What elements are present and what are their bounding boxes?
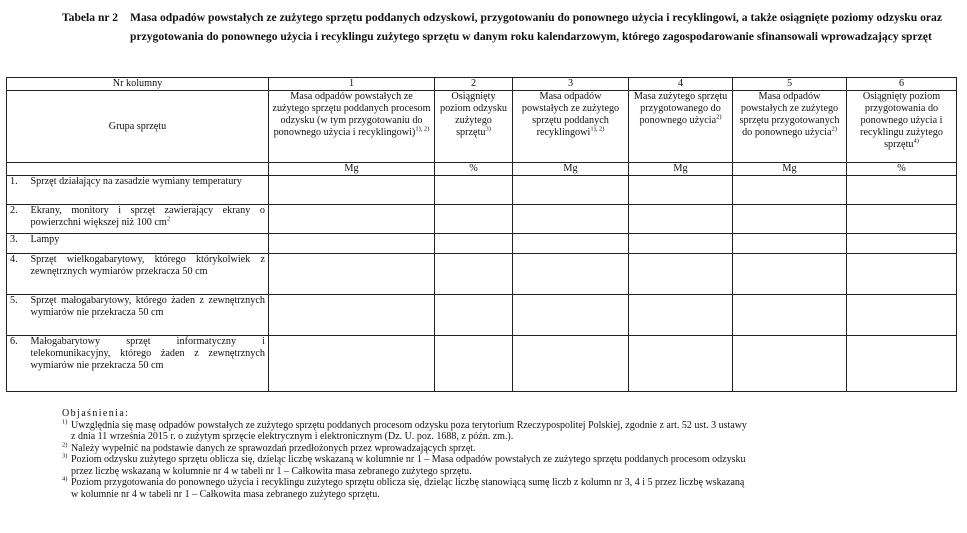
header-col-1: Masa odpadów powstałych ze zużytego sprzętu poddanych procesom odzysku (w tym przygotowaniu do ponownego użycia i recyklingowi)$^{1), 2)}$ — [269, 91, 435, 163]
unit-col-3: Mg — [513, 163, 629, 176]
column-number-1: 1 — [269, 78, 435, 91]
header-col-3: Masa odpadów powstałych ze zużytego sprzętu poddanych recyklingowi$^{1), 2)}$ — [513, 91, 629, 163]
data-cell-col-5[interactable] — [733, 205, 847, 234]
row-number: 5. — [7, 295, 29, 336]
table-row — [7, 295, 957, 336]
data-cell-col-5[interactable] — [733, 295, 847, 336]
footnote-4 — [62, 477, 947, 500]
row-label: Lampy — [29, 234, 269, 254]
header-row — [7, 91, 957, 163]
data-cell-col-1[interactable] — [269, 295, 435, 336]
data-cell-col-2[interactable] — [435, 176, 513, 205]
footnote-text-cont: przez liczbę wskazaną w kolumnie nr 4 w tabeli nr 1 – Całkowita masa zebranego zużytego sprzętu. — [71, 465, 472, 477]
data-cell-col-2[interactable] — [435, 254, 513, 295]
data-cell-col-5[interactable] — [733, 234, 847, 254]
header-col-4: Masa zużytego sprzętu przygotowanego do ponownego użycia$^{2)}$ — [629, 91, 733, 163]
data-cell-col-3[interactable] — [513, 254, 629, 295]
data-cell-col-5[interactable] — [733, 176, 847, 205]
footnote-mark: 2) — [62, 441, 68, 449]
data-cell-col-6[interactable] — [847, 205, 957, 234]
unit-col-6: % — [847, 163, 957, 176]
table-row — [7, 234, 957, 254]
data-cell-col-4[interactable] — [629, 234, 733, 254]
data-cell-col-3[interactable] — [513, 234, 629, 254]
footnote-text-cont: z dnia 11 września 2015 r. o zużytym sprzęcie elektrycznym i elektronicznym (Dz. U. poz. 1688, z późn. zm.). — [71, 431, 514, 442]
footnote-2 — [62, 443, 947, 455]
table-row — [7, 176, 957, 205]
column-number-6: 6 — [847, 78, 957, 91]
data-cell-col-3[interactable] — [513, 205, 629, 234]
footnote-text: Uwzględnia się masę odpadów powstałych ze zużytego sprzętu poddanych procesom odzysku poza terytorium Rzeczypospolitej Polskiej, zgodnie z art. 52 ust. 3 ustawy — [71, 419, 747, 431]
table-caption — [62, 9, 942, 46]
data-cell-col-2[interactable] — [435, 234, 513, 254]
data-cell-col-4[interactable] — [629, 336, 733, 392]
data-cell-col-3[interactable] — [513, 295, 629, 336]
data-cell-col-2[interactable] — [435, 336, 513, 392]
footnote-text: Poziom odzysku zużytego sprzętu oblicza się, dzieląc liczbę wskazaną w kolumnie nr 1 – Masa odpadów powstałych ze zużytego sprzętu poddanych procesom odzysku — [71, 454, 746, 465]
row-label: Sprzęt działający na zasadzie wymiany temperatury — [29, 176, 269, 205]
data-cell-col-6[interactable] — [847, 254, 957, 295]
unit-col-5: Mg — [733, 163, 847, 176]
data-cell-col-4[interactable] — [629, 205, 733, 234]
data-cell-col-3[interactable] — [513, 176, 629, 205]
row-number: 1. — [7, 176, 29, 205]
unit-col-1: Mg — [269, 163, 435, 176]
caption-text: Masa odpadów powstałych ze zużytego sprzętu poddanych odzyskowi, przygotowaniu do ponownego użycia i recyklingowi, a także osiągnięte poziomy odzysku oraz przygotowania do ponownego użycia i recyklingu zużytego sprzętu w danym roku kalendarzowym, którego zagospodarowanie sfinansowali wprowadzający sprzęt — [130, 11, 942, 43]
row-label: Sprzęt małogabarytowy, którego żaden z zewnętrznych wymiarów nie przekracza 50 cm — [29, 295, 269, 336]
unit-col-4: Mg — [629, 163, 733, 176]
data-cell-col-1[interactable] — [269, 336, 435, 392]
data-cell-col-4[interactable] — [629, 254, 733, 295]
footnote-mark: 3) — [62, 452, 68, 460]
column-number-row — [7, 78, 957, 91]
row-number: 4. — [7, 254, 29, 295]
column-number-2: 2 — [435, 78, 513, 91]
data-cell-col-4[interactable] — [629, 176, 733, 205]
column-number-label: Nr kolumny — [7, 78, 269, 91]
group-header: Grupa sprzętu — [7, 91, 269, 163]
data-cell-col-5[interactable] — [733, 336, 847, 392]
data-cell-col-6[interactable] — [847, 295, 957, 336]
footnote-text: Należy wypełnić na podstawie danych ze sprawozdań przedłożonych przez wprowadzających sprzęt. — [71, 442, 476, 454]
data-cell-col-6[interactable] — [847, 176, 957, 205]
column-number-4: 4 — [629, 78, 733, 91]
footnotes — [62, 408, 947, 500]
unit-row — [7, 163, 957, 176]
footnote-3 — [62, 454, 947, 477]
column-number-3: 3 — [513, 78, 629, 91]
data-cell-col-6[interactable] — [847, 336, 957, 392]
table-row — [7, 254, 957, 295]
data-cell-col-2[interactable] — [435, 205, 513, 234]
data-cell-col-1[interactable] — [269, 176, 435, 205]
waste-table — [6, 77, 957, 392]
data-cell-col-4[interactable] — [629, 295, 733, 336]
data-cell-col-1[interactable] — [269, 254, 435, 295]
header-col-6: Osiągnięty poziom przygotowania do ponownego użycia i recyklingu zużytego sprzętu$^{4)}$ — [847, 91, 957, 163]
footnote-text-cont: w kolumnie nr 4 w tabeli nr 1 – Całkowita masa zebranego zużytego sprzętu. — [71, 488, 380, 500]
row-number: 3. — [7, 234, 29, 254]
row-number: 2. — [7, 205, 29, 234]
row-label: Ekrany, monitory i sprzęt zawierający ekrany o powierzchni większej niż 100 $cm^2$ — [29, 205, 269, 234]
row-label: Sprzęt wielkogabarytowy, którego którykolwiek z zewnętrznych wymiarów przekracza 50 cm — [29, 254, 269, 295]
header-col-2: Osiągnięty poziom odzysku zużytego sprzętu$^{3)}$ — [435, 91, 513, 163]
footnote-text: Poziom przygotowania do ponownego użycia i recyklingu zużytego sprzętu oblicza się, dzieląc liczbę stanowiącą sumę liczb z kolumn nr 3, 4 i 5 przez liczbę wskazaną — [71, 477, 745, 488]
data-cell-col-2[interactable] — [435, 295, 513, 336]
header-col-5: Masa odpadów powstałych ze zużytego sprzętu przygotowanych do ponownego użycia$^{2)}$ — [733, 91, 847, 163]
footnote-mark: 4) — [62, 475, 68, 483]
caption-label: Tabela nr 2 — [62, 11, 119, 24]
unit-col-2: % — [435, 163, 513, 176]
row-number: 6. — [7, 336, 29, 392]
data-cell-col-1[interactable] — [269, 205, 435, 234]
unit-empty-cell — [7, 163, 269, 176]
column-number-5: 5 — [733, 78, 847, 91]
footnotes-title: Objaśnienia: — [62, 408, 130, 419]
data-cell-col-3[interactable] — [513, 336, 629, 392]
data-cell-col-5[interactable] — [733, 254, 847, 295]
footnote-1 — [62, 420, 947, 443]
row-label: Małogabarytowy sprzęt informatyczny i telekomunikacyjny, którego żaden z zewnętrznych wymiarów nie przekracza 50 cm — [29, 336, 269, 392]
footnote-mark: 1) — [62, 418, 68, 426]
table-row — [7, 336, 957, 392]
data-cell-col-6[interactable] — [847, 234, 957, 254]
data-cell-col-1[interactable] — [269, 234, 435, 254]
table-row — [7, 205, 957, 234]
